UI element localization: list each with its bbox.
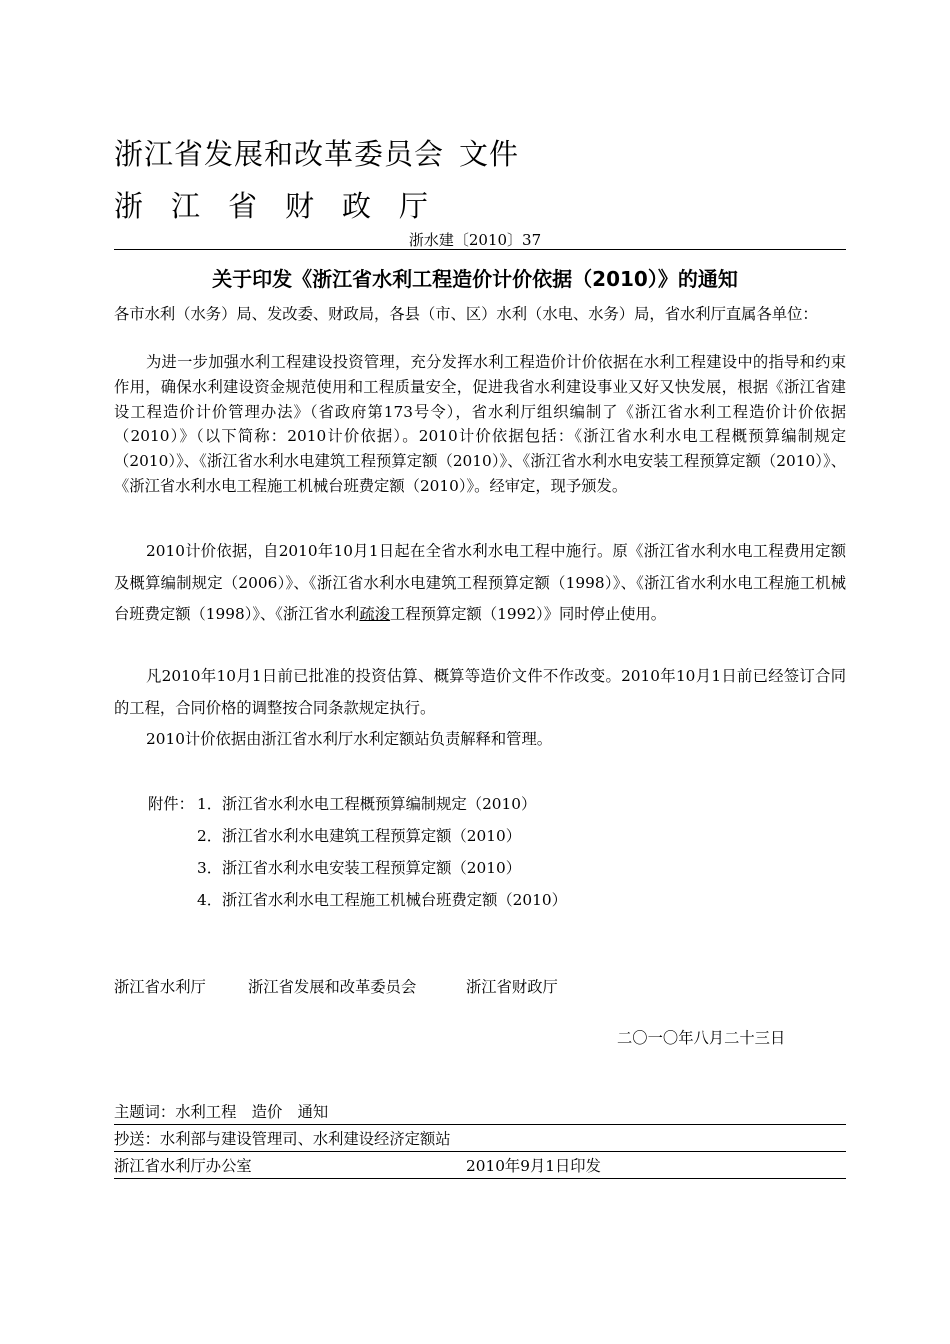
issuing-office: 浙江省水利厅办公室 bbox=[114, 1157, 252, 1175]
signature-water-resources: 浙江省水利厅 bbox=[114, 978, 206, 996]
keywords: 主题词：水利工程 造价 通知 bbox=[114, 1103, 329, 1121]
body-paragraph-4: 2010计价依据由浙江省水利厅水利定额站负责解释和管理。 bbox=[146, 730, 553, 748]
header-rule bbox=[114, 249, 846, 250]
attachment-item: 1．浙江省水利水电工程概预算编制规定（2010） bbox=[197, 795, 537, 813]
issuer-finance: 浙江省财政厅 bbox=[114, 189, 457, 223]
issuer-org: 浙江省发展和改革委员会 bbox=[114, 137, 445, 171]
document-number: 浙水建〔2010〕37 bbox=[408, 231, 542, 249]
attachments-label: 附件： bbox=[148, 795, 194, 813]
signature-development-reform: 浙江省发展和改革委员会 bbox=[248, 978, 417, 996]
footer-rule-middle bbox=[114, 1151, 846, 1152]
salutation: 各市水利（水务）局、发改委、财政局，各县（市、区）水利（水电、水务）局，省水利厅直属各单位： bbox=[114, 305, 818, 323]
print-date: 2010年9月1日印发 bbox=[466, 1157, 601, 1175]
issue-date: 二〇一〇年八月二十三日 bbox=[617, 1029, 786, 1047]
footer-rule-bottom bbox=[114, 1178, 846, 1179]
paragraph-2-text-end: 工程预算定额（1992）》同时停止使用。 bbox=[390, 605, 667, 623]
attachment-item: 2．浙江省水利水电建筑工程预算定额（2010） bbox=[197, 827, 522, 845]
footer-rule-top bbox=[114, 1124, 846, 1125]
page-title: 关于印发《浙江省水利工程造价计价依据（2010）》的通知 bbox=[212, 267, 738, 291]
underlined-term: 疏浚 bbox=[359, 605, 391, 623]
attachment-item: 3．浙江省水利水电安装工程预算定额（2010） bbox=[197, 859, 522, 877]
cc-list: 抄送：水利部与建设管理司、水利建设经济定额站 bbox=[114, 1130, 451, 1148]
paragraph-2-text: 2010计价依据，自2010年10月1日起在全省水利水电工程中施行。原《浙江省水利水电工程费用定额及概算编制规定（2006）》、《浙江省水利水电建筑工程预算定额（1998）》、《浙江省水利水电工程施工机械台班费定额（1998）》、《浙江省水利 bbox=[114, 542, 846, 623]
attachment-item: 4．浙江省水利水电工程施工机械台班费定额（2010） bbox=[197, 891, 567, 909]
signature-finance: 浙江省财政厅 bbox=[466, 978, 558, 996]
body-paragraph-3: 凡2010年10月1日前已批准的投资估算、概算等造价文件不作改变。2010年10月1日前已经签订合同的工程，合同价格的调整按合同条款规定执行。 bbox=[114, 667, 846, 717]
body-paragraph-1: 为进一步加强水利工程建设投资管理，充分发挥水利工程造价计价依据在水利工程建设中的指导和约束作用，确保水利建设资金规范使用和工程质量安全，促进我省水利建设事业又好又快发展，根据《浙江省建设工程造价计价管理办法》（省政府第173号令），省水利厅组织编制了《浙江省水利工程造价计价依据（2010）》（以下简称：2010计价依据）。2010计价依据包括：《浙江省水利水电工程概预算编制规定（2010）》、《浙江省水利水电建筑工程预算定额（2010）》、《浙江省水利水电安装工程预算定额（2010）》、《浙江省水利水电工程施工机械台班费定额（2010）》。经审定，现予颁发。 bbox=[114, 353, 846, 495]
document-label: 文件 bbox=[459, 137, 520, 171]
body-paragraph-2 bbox=[114, 536, 846, 631]
